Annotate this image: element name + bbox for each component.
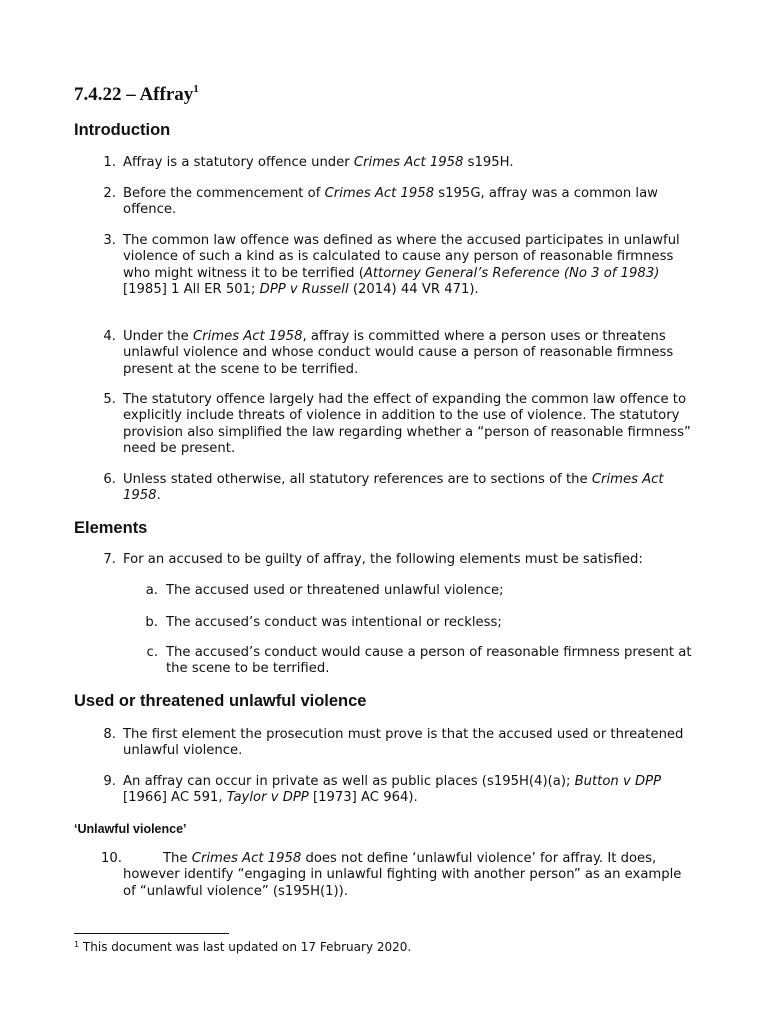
subheading-unlawful-violence: ‘Unlawful violence’ xyxy=(74,822,187,836)
footnote-separator xyxy=(74,933,229,934)
paragraph-1: 1. Affray is a statutory offence under Crimes Act 1958 s195H. xyxy=(103,155,514,170)
paragraph-text: s195H. xyxy=(463,155,514,170)
case-citation: Crimes Act 1958 xyxy=(123,472,664,504)
section-heading-used-or-threatened: Used or threatened unlawful violence xyxy=(74,692,367,710)
section-heading-elements: Elements xyxy=(74,519,148,537)
paragraph-text: . xyxy=(156,488,161,504)
paragraph-4: 4. Under the Crimes Act 1958, affray is committed where a person uses or threatens unlawful violence and whose conduct would cause a person of reasonable firmness present at the scene to be terrified. xyxy=(103,329,674,377)
paragraph-text: [1985] 1 All ER 501; xyxy=(123,281,260,297)
case-citation: Attorney General’s Reference (No 3 of 1983) xyxy=(363,265,660,281)
paragraph-text: [1973] AC 964). xyxy=(308,790,418,806)
footnote: $^1$ This document was last updated on 17 February 2020. xyxy=(74,940,412,954)
element-item-c: c. The accused’s conduct would cause a person of reasonable firmness present at the scene to be terrified. xyxy=(146,645,692,677)
case-citation: Crimes Act 1958 xyxy=(324,186,435,201)
paragraph-text: (2014) 44 VR 471). xyxy=(348,281,479,297)
paragraph-text: The statutory offence largely had the effect of expanding the common law offence to explicitly include threats of violence in addition to the use of violence. The statutory provision also simplified the law regarding whether a “person of reasonable firmness” need be present. xyxy=(123,392,691,456)
case-citation: Button v DPP xyxy=(574,774,662,789)
paragraph-text: Affray is a statutory offence under xyxy=(123,155,354,170)
paragraph-text: The xyxy=(163,851,192,866)
footnote-ref: 1 xyxy=(193,83,199,95)
paragraph-9: 9. An affray can occur in private as well as public places (s195H(4)(a); Button v DPP [1966] AC 591, Taylor v DPP [1973] AC 964). xyxy=(103,774,662,806)
section-heading-introduction: Introduction xyxy=(74,121,171,139)
case-citation: DPP v Russell xyxy=(259,281,349,297)
paragraph-text: The common law offence was defined as where the accused participates in unlawful violence of such a kind as is calculated to cause any person of reasonable firmness who might witness it to be terrified ( xyxy=(123,233,680,281)
case-citation: Crimes Act 1958 xyxy=(353,155,464,170)
paragraph-text: Before the commencement of xyxy=(123,186,325,201)
element-item-b: b. The accused’s conduct was intentional or reckless; xyxy=(145,615,502,630)
paragraph-text: [1966] AC 591, xyxy=(123,790,227,806)
paragraph-3: 3. The common law offence was defined as where the accused participates in unlawful violence of such a kind as is calculated to cause any person of reasonable firmness who might witness it to be terrified (Attorney General’s Reference (No 3 of 1983) [1985] 1 All ER 501; DPP v Russell (2014) 44 VR 471). xyxy=(103,233,680,297)
paragraph-text: An affray can occur in private as well as public places (s195H(4)(a); xyxy=(123,774,575,789)
page-title: 7.4.22 – Affray$^1$ xyxy=(74,83,199,105)
paragraph-text: The first element the prosecution must prove is that the accused used or threatened unlawful violence. xyxy=(123,727,684,759)
case-citation: Crimes Act 1958 xyxy=(191,851,302,866)
paragraph-text: s195G, affray was a common law offence. xyxy=(123,186,658,218)
paragraph-10: 10. The Crimes Act 1958 does not define ‘unlawful violence’ for affray. It does, however identify “engaging in unlawful fighting with another person” as an example of “unlawful violence” (s195H(1)). xyxy=(101,851,682,899)
paragraph-text: , affray is committed where a person uses or threatens unlawful violence and whose conduct would cause a person of reasonable firmness present at the scene to be terrified. xyxy=(123,329,674,377)
paragraph-5: 5. The statutory offence largely had the effect of expanding the common law offence to explicitly include threats of violence in addition to the use of violence. The statutory provision also simplified the law regarding whether a “person of reasonable firmness” need be present. xyxy=(103,392,691,456)
paragraph-8: 8. The first element the prosecution must prove is that the accused used or threatened unlawful violence. xyxy=(103,727,684,759)
paragraph-text: Unless stated otherwise, all statutory references are to sections of the xyxy=(123,472,592,487)
case-citation: Crimes Act 1958 xyxy=(192,329,303,344)
paragraph-6: 6. Unless stated otherwise, all statutory references are to sections of the Crimes Act 1958. xyxy=(103,472,664,504)
paragraph-2: 2. Before the commencement of Crimes Act 1958 s195G, affray was a common law offence. xyxy=(103,186,658,218)
element-item-a: a. The accused used or threatened unlawful violence; xyxy=(145,583,504,598)
case-citation: Taylor v DPP xyxy=(226,790,309,806)
paragraph-text: For an accused to be guilty of affray, the following elements must be satisfied: xyxy=(123,552,643,567)
paragraph-text: does not define ‘unlawful violence’ for affray. It does, however identify “engaging in unlawful fighting with another person” as an example of “unlawful violence” (s195H(1)). xyxy=(123,851,682,899)
paragraph-7: 7. For an accused to be guilty of affray, the following elements must be satisfied: xyxy=(103,552,643,567)
paragraph-text: Under the xyxy=(123,329,193,344)
